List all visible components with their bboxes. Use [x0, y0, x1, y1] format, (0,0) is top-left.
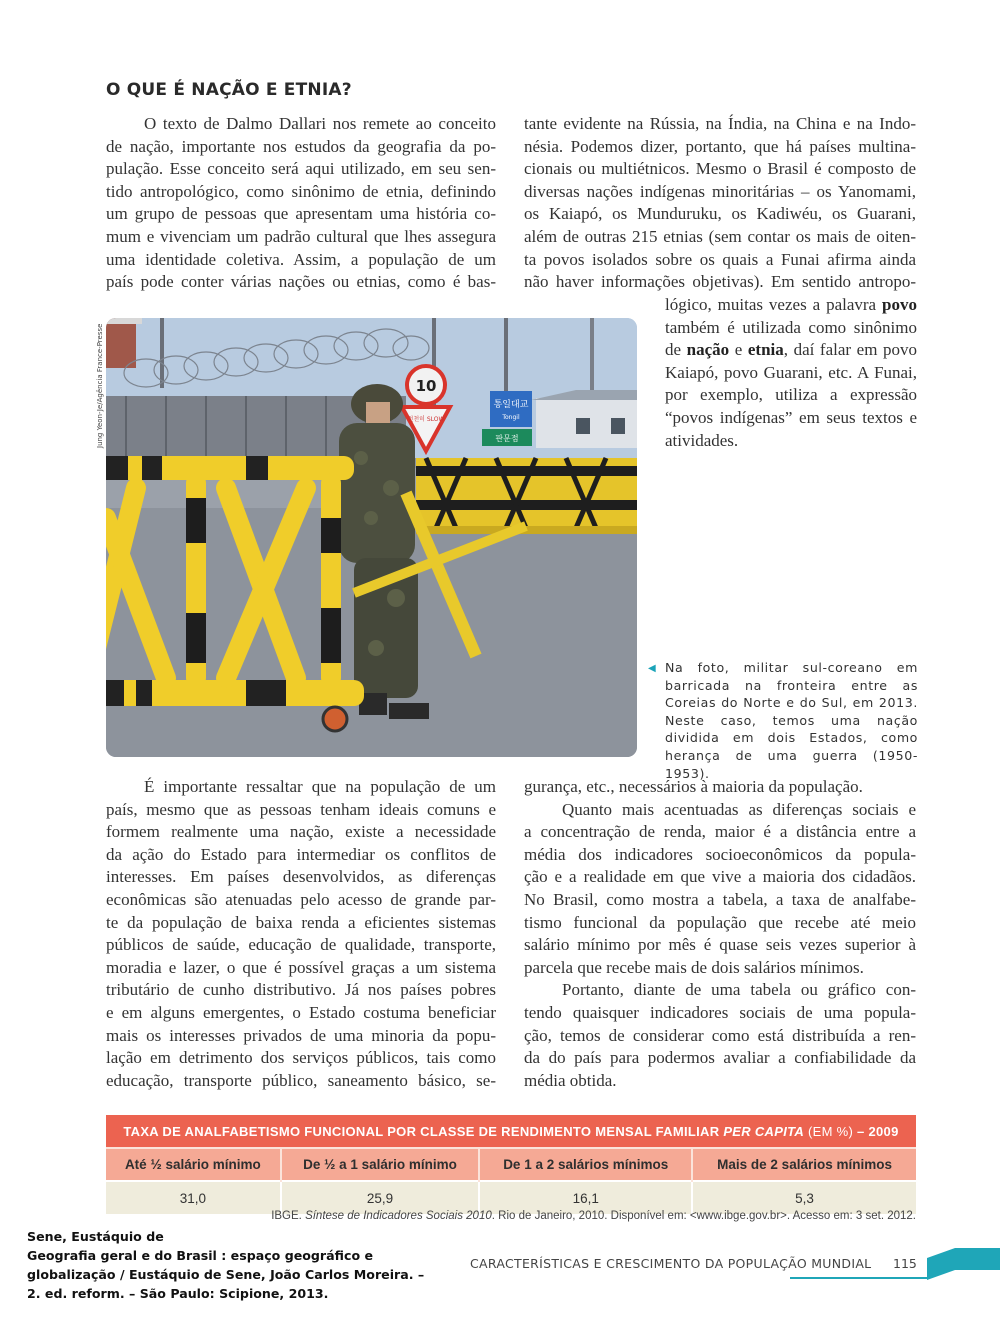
table-cell: 31,0 [106, 1181, 281, 1214]
text-line: mum e vivenciam um padrão cultural que lhes assegura [106, 226, 496, 246]
table-title: TAXA DE ANALFABETISMO FUNCIONAL POR CLASSE DE RENDIMENTO MENSAL FAMILIAR PER CAPITA (EM %) – 2009 [106, 1115, 916, 1148]
text-line: salário mínimo por mês é quase seis vezes superior à [524, 935, 916, 955]
table-source: IBGE. Síntese de Indicadores Sociais 2010. Rio de Janeiro, 2010. Disponível em: <www.ibge.gov.br>. Acesso em: 3 set. 2012. [271, 1210, 916, 1222]
body-left-column [106, 776, 496, 1092]
text-line: gurança, etc., necessários à maioria da população. [524, 777, 863, 796]
side-text-column [665, 294, 917, 452]
text-line: Quanto mais acentuadas as diferenças sociais e [562, 799, 916, 819]
text-line: país pode conter várias nações ou etnias, como é bas- [106, 272, 496, 292]
svg-text:10: 10 [415, 377, 437, 395]
text-line: ção, temos de considerar como está distribuída a ren- [524, 1025, 916, 1045]
text-line: tendo quaisquer indicadores sociais de uma popula- [524, 1002, 916, 1022]
citation-line: Geografia geral e do Brasil : espaço geográfico e [27, 1248, 374, 1263]
text-line: públicos de saúde, educação de qualidade, transporte, [106, 935, 496, 955]
text-line: além de outras 215 etnias (sem contar os mais de oiten- [524, 226, 916, 246]
text-line: país, mesmo que as pessoas tenham ideais comuns e [106, 799, 496, 819]
text-line: Kaiapó, povo Guarani, etc. A Funai, [665, 362, 917, 382]
text-line: tido antropológico, como sinônimo de etnia, definindo [106, 181, 496, 201]
chapter-title: CARACTERÍSTICAS E CRESCIMENTO DA POPULAÇÃO MUNDIAL [470, 1256, 872, 1271]
caption-arrow-icon: ◀ [648, 663, 657, 674]
text-line: ção e a realidade em que vive a maioria dos cidadãos. [524, 867, 916, 887]
text-line: da do país para podermos avaliar a confiabilidade da [524, 1048, 916, 1068]
photo-credit: Jung Yeon-Je/Agência France-Presse [96, 323, 104, 448]
footer-tab-decoration [925, 1248, 1000, 1280]
illiteracy-table [106, 1115, 916, 1214]
table-header-row [106, 1148, 916, 1181]
text-line: pulação. Esse conceito será aqui utilizado, em seu sen- [106, 159, 496, 179]
text-line: parcela que recebe mais de dois salários mínimos. [524, 957, 864, 977]
intro-right-column [524, 113, 916, 294]
text-line: não haver informações objetivas). Em sentido antropo- [524, 272, 916, 292]
text-line: a concentração de renda, maior é a distância entre a [524, 822, 916, 842]
text-line: média dos indicadores socioeconômicos da popula- [524, 844, 916, 864]
text-line: É importante ressaltar que na população de um [144, 777, 496, 796]
text-line: diversas nações indígenas minoritárias – os Yanomami, [524, 181, 916, 201]
text-line: cionais ou multiétnicos. Mesmo o Brasil é composto de [524, 159, 916, 179]
body-right-column [524, 776, 916, 1092]
background-barricades [416, 458, 637, 534]
svg-text:판문점: 판문점 [495, 434, 519, 443]
text-line: “povos indígenas” em seus textos e [665, 407, 917, 427]
text-line: de nação e etnia, daí falar em povo [665, 340, 918, 360]
text-line: ta povos isolados sobre os quais a Funai afirma ainda [524, 249, 916, 269]
text-line: atividades. [665, 430, 739, 450]
text-line: mais os interesses privados de uma minoria da popu- [106, 1025, 496, 1045]
photo-korean-border-barricade [106, 318, 637, 757]
citation-line: 2. ed. reform. – São Paulo: Scipione, 2013. [27, 1286, 329, 1301]
photo-caption [648, 659, 918, 782]
text-line: tante evidente na Rússia, na Índia, na China e na Indo- [524, 114, 916, 133]
text-line: formem realmente uma nação, existe a necessidade [106, 822, 496, 842]
text-line: tismo funcional da população que recebe até meio [524, 912, 916, 932]
text-line: os Kaiapó, os Munduruku, os Kadiwéu, os Guarani, [524, 204, 916, 224]
svg-text:천천히 SLOW: 천천히 SLOW [407, 416, 445, 423]
text-line: de nação, importante nos estudos da geografia da po- [106, 136, 496, 156]
text-line: interesses. Em países desenvolvidos, as diferenças [106, 867, 496, 887]
book-citation [27, 1227, 424, 1303]
text-line: Portanto, diante de uma tabela ou gráfico con- [562, 980, 916, 1000]
text-line: uma identidade coletiva. Assim, a população de um [106, 249, 496, 269]
text-line: nésia. Podemos dizer, portanto, que há países multina- [524, 136, 916, 156]
svg-text:Tongil: Tongil [502, 414, 520, 421]
svg-text:통일대교: 통일대교 [493, 400, 529, 410]
text-line: também é utilizada como sinônimo [665, 317, 917, 337]
table-cell: 5,3 [692, 1181, 916, 1214]
bold-term: etnia [747, 340, 784, 360]
column-header: De ½ a 1 salário mínimo [281, 1148, 480, 1181]
section-heading: O QUE É NAÇÃO E ETNIA? [106, 80, 352, 100]
text-line: te da população de baixa renda a eficientes sistemas [106, 912, 496, 932]
column-header: Mais de 2 salários mínimos [692, 1148, 916, 1181]
text-line: econômicas são atenuadas pelo acesso de grande par- [106, 889, 496, 909]
bold-term: povo [882, 295, 917, 314]
citation-line: globalização / Eustáquio de Sene, João Carlos Moreira. – [27, 1267, 425, 1282]
text-line: O texto de Dalmo Dallari nos remete ao conceito [144, 114, 496, 133]
column-header: De 1 a 2 salários mínimos [479, 1148, 692, 1181]
bold-term: nação [686, 340, 730, 360]
table-cell: 25,9 [281, 1181, 480, 1214]
text-line: e em alguns emergentes, o Estado costuma beneficiar [106, 1002, 496, 1022]
text-line: lógico, muitas vezes a palavra povo [665, 295, 917, 314]
text-line: moradia e lazer, o que é possível graças a um sistema [106, 957, 496, 977]
column-header: Até ½ salário mínimo [106, 1148, 281, 1181]
text-line: um grupo de pessoas que apresentam uma história co- [106, 204, 496, 224]
text-line: por exemplo, utiliza a expressão [665, 385, 917, 405]
photo-illustration [106, 318, 637, 757]
intro-left-column [106, 113, 496, 294]
table-cell: 16,1 [479, 1181, 692, 1214]
footer-rule [790, 1277, 930, 1279]
text-line: da ação do Estado para intermediar os conflitos de [106, 844, 496, 864]
text-line: tributário de cunho distributivo. Já nos países pobres [106, 980, 496, 1000]
text-line: lação em detrimento dos serviços públicos, tais como [106, 1048, 496, 1068]
citation-line: Sene, Eustáquio de [27, 1229, 164, 1244]
page-number: 115 [893, 1256, 917, 1271]
barricade-wheel [323, 707, 347, 731]
caption-text: Na foto, militar sul-coreano em barricada na fronteira entre as Coreias do Norte e do Sul, em 2013. Neste caso, temos uma nação dividida em dois Estados, como herança de uma guerra (1950-1953). [665, 660, 918, 781]
text-line: média obtida. [524, 1070, 617, 1090]
text-line: educação, transporte público, saneamento básico, se- [106, 1070, 496, 1090]
text-line: No Brasil, como mostra a tabela, a taxa de analfabe- [524, 889, 916, 909]
